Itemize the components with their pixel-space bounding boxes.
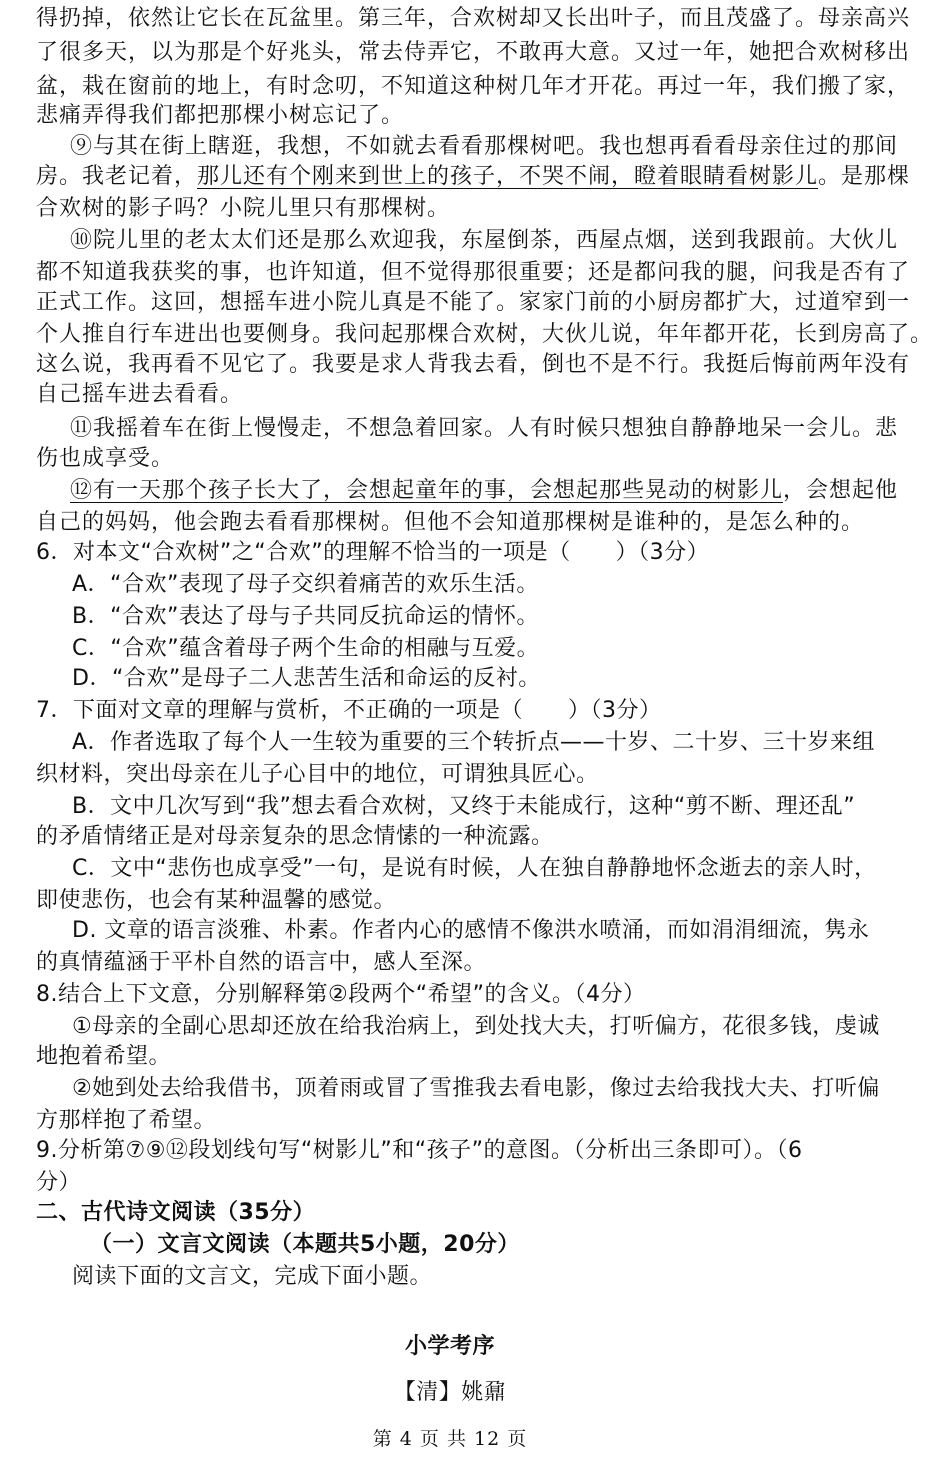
passage-line: 悲痛弄得我们都把那棵小树忘记了。 <box>36 103 405 128</box>
question-7-option: 即使悲伤，也会有某种温馨的感觉。 <box>36 888 397 913</box>
question-6-option: C．“合欢”蕴含着母子两个生命的相融与互爱。 <box>72 636 540 661</box>
question-7-option: A．作者选取了每个人一生较为重要的三个转折点——十岁、二十岁、三十岁来组 <box>72 730 876 755</box>
paragraph-9-line: ⑨与其在街上瞎逛，我想，不如就去看看那棵树吧。我也想再看看母亲住过的那间 <box>70 134 899 159</box>
question-8-answer: ①母亲的全副心思却还放在给我治病上，到处找大夫，打听偏方，花很多钱，虔诚 <box>72 1014 880 1039</box>
paragraph-10-line: 这么说，我再看不见它了。我要是求人背我去看，倒也不是不行。我挺后悔前两年没有 <box>36 352 911 377</box>
passage-line: 得扔掉，依然让它长在瓦盆里。第三年，合欢树却又长出叶子，而且茂盛了。母亲高兴 <box>36 6 911 31</box>
page-number: 第 4 页 共 12 页 <box>372 1428 528 1450</box>
question-6-option: A．“合欢”表现了母子交织着痛苦的欢乐生活。 <box>72 572 539 597</box>
question-7-stem: 7．下面对文章的理解与赏析，不正确的一项是（ ）（3分） <box>36 698 662 723</box>
question-7-option: B．文中几次写到“我”想去看合欢树，又终于未能成行，这种“剪不断、理还乱” <box>72 794 856 819</box>
passage-line: 盆，栽在窗前的地上，有时念叨，不知道这种树几年才开花。再过一年，我们搬了家， <box>36 74 911 99</box>
paragraph-10-line: 都不知道我获奖的事，也许知道，但不觉得那很重要；还是都问我的腿，问我是否有了 <box>36 260 911 285</box>
paragraph-12-line <box>70 476 898 506</box>
subsection-heading: （一）文言文阅读（本题共5小题，20分） <box>90 1232 520 1257</box>
question-7-option: C．文中“悲伤也成享受”一句，是说有时候，人在独自静静地怀念逝去的亲人时， <box>72 856 877 881</box>
question-8-stem: 8.结合上下文意，分别解释第②段两个“希望”的含义。（4分） <box>36 982 646 1007</box>
essay-author: 【清】姚鼐 <box>393 1380 507 1405</box>
paragraph-9-line <box>36 162 910 192</box>
underlined-sentence: ⑫有一天那个孩子长大了，会想起童年的事，会想起那些晃动的树影儿 <box>70 478 784 503</box>
paragraph-10-line: 自己摇车进去看看。 <box>36 382 244 407</box>
question-9-stem: 分） <box>36 1170 82 1195</box>
question-9-stem: 9.分析第⑦⑨⑫段划线句写“树影儿”和“孩子”的意图。（分析出三条即可）。（6 <box>36 1138 803 1163</box>
question-7-option: D. 文章的语言淡雅、朴素。作者内心的感情不像洪水喷涌，而如涓涓细流，隽永 <box>72 918 870 943</box>
paragraph-9-line: 合欢树的影子吗？小院儿里只有那棵树。 <box>36 196 451 221</box>
plain-text: 房。我老记着， <box>36 164 198 189</box>
question-8-answer: ②她到处去给我借书，顶着雨或冒了雪推我去看电影，像过去给我找大夫、打听偏 <box>72 1076 880 1101</box>
paragraph-12-line: 自己的妈妈，他会跑去看看那棵树。但他不会知道那棵树是谁种的，是怎么种的。 <box>36 510 865 535</box>
question-7-option: 的矛盾情绪正是对母亲复杂的思念情愫的一种流露。 <box>36 824 554 849</box>
paragraph-11-line: ⑪我摇着车在街上慢慢走，不想急着回家。人有时候只想独自静静地呆一会儿。悲 <box>70 416 899 441</box>
question-8-answer: 方那样抱了希望。 <box>36 1108 217 1133</box>
paragraph-10-line: ⑩院儿里的老太太们还是那么欢迎我，东屋倒茶，西屋点烟，送到我跟前。大伙儿 <box>70 228 899 253</box>
question-6-stem: 6．对本文“合欢树”之“合欢”的理解不恰当的一项是（ ）（3分） <box>36 540 710 565</box>
instruction-text: 阅读下面的文言文，完成下面小题。 <box>72 1264 433 1289</box>
section-heading: 二、古代诗文阅读（35分） <box>36 1200 316 1225</box>
essay-title: 小学考序 <box>404 1334 495 1359</box>
question-6-option: D．“合欢”是母子二人悲苦生活和命运的反衬。 <box>72 666 541 691</box>
paragraph-10-line: 正式工作。这回，想摇车进小院儿真是不能了。家家门前的小厨房都扩大，过道窄到一 <box>36 290 911 315</box>
question-8-answer: 地抱着希望。 <box>36 1044 172 1069</box>
underlined-sentence: 那儿还有个刚来到世上的孩子，不哭不闹，瞪着眼睛看树影儿 <box>197 164 819 189</box>
question-7-option: 的真情蕴涵于平朴自然的语言中，感人至深。 <box>36 950 487 975</box>
plain-text: ，会想起他 <box>783 478 899 503</box>
paragraph-11-line: 伤也成享受。 <box>36 446 175 471</box>
question-7-option: 织材料，突出母亲在儿子心目中的地位，可谓独具匠心。 <box>36 762 599 787</box>
plain-text: 。是那棵 <box>818 164 911 189</box>
passage-line: 了很多天，以为那是个好兆头，常去侍弄它，不敢再大意。又过一年，她把合欢树移出 <box>36 40 911 65</box>
paragraph-10-line: 个人推自行车进出也要侧身。我问起那棵合欢树，大伙儿说，年年都开花，长到房高了。 <box>36 322 933 347</box>
question-6-option: B．“合欢”表达了母与子共同反抗命运的情怀。 <box>72 604 539 629</box>
